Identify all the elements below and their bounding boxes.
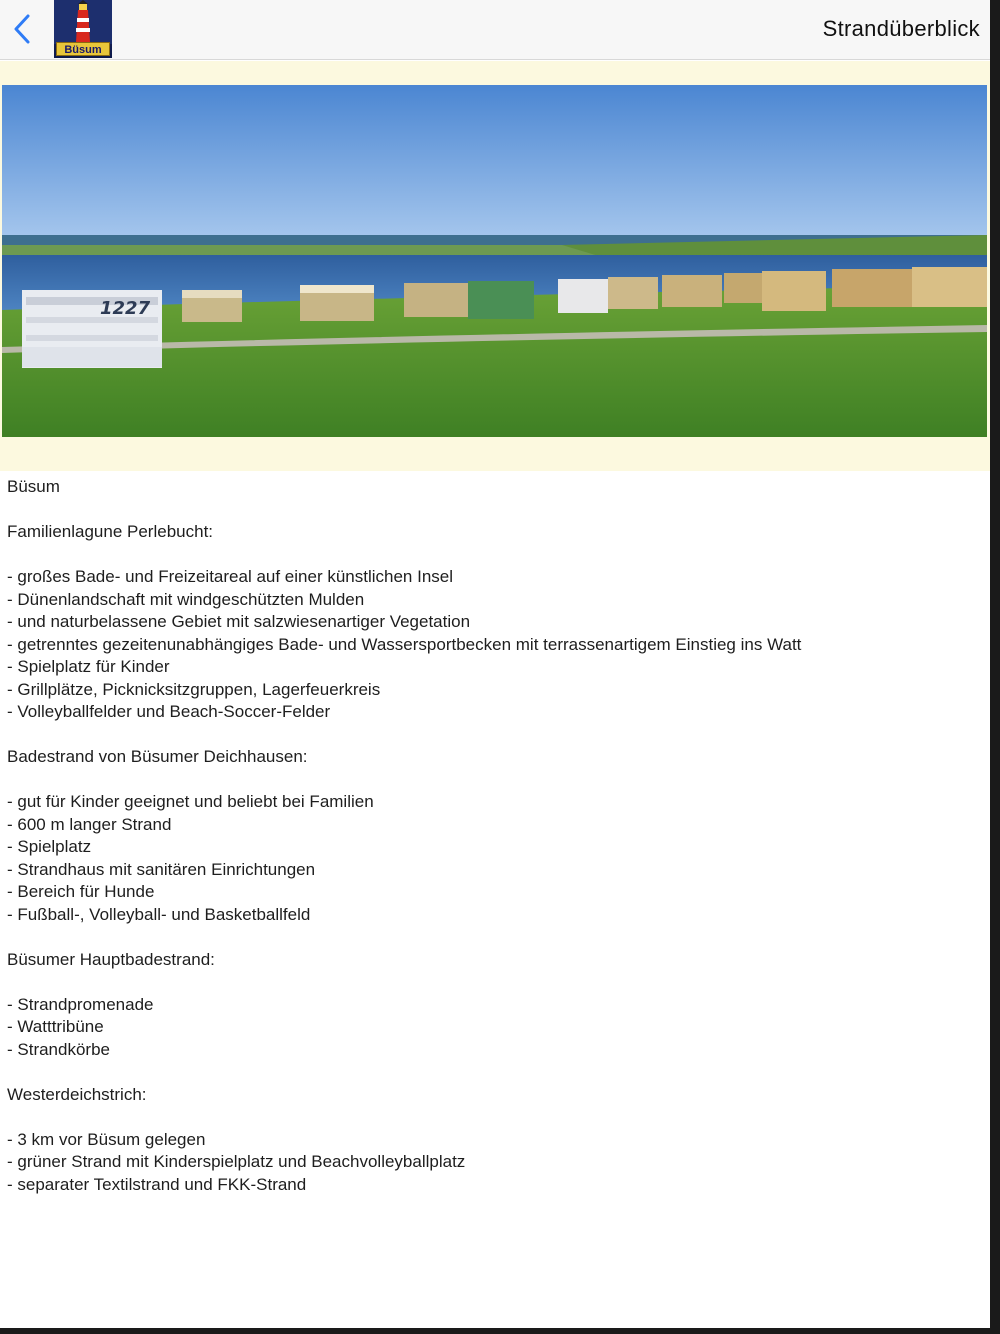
app-logo[interactable] xyxy=(54,0,112,58)
list-item: - großes Bade- und Freizeitareal auf einer künstlichen Insel xyxy=(7,567,454,586)
list-item: - Spielplatz für Kinder xyxy=(7,657,170,676)
list-item: - Dünenlandschaft mit windgeschützten Mulden xyxy=(7,589,365,609)
list-item: - Grillplätze, Picknicksitzgruppen, Lagerfeuerkreis xyxy=(7,679,381,699)
list-item: - Strandhaus mit sanitären Einrichtungen xyxy=(7,859,316,879)
beach-photo xyxy=(2,85,987,437)
list-item: - 600 m langer Strand xyxy=(7,814,172,834)
section-heading: Familienlagune Perlebucht: xyxy=(7,522,214,541)
section-heading: Büsumer Hauptbadestrand: xyxy=(7,949,215,969)
list-item: - Strandpromenade xyxy=(7,994,154,1014)
beach-description xyxy=(7,476,982,1196)
navigation-bar xyxy=(0,0,990,60)
list-item: - Volleyballfelder und Beach-Soccer-Felder xyxy=(7,702,331,721)
list-item: - Strandkörbe xyxy=(7,1039,110,1059)
list-item: - Fußball-, Volleyball- und Basketballfeld xyxy=(7,904,311,924)
list-item: - und naturbelassene Gebiet mit salzwiesenartiger Vegetation xyxy=(7,612,471,631)
lighthouse-icon xyxy=(54,0,112,44)
app-logo-label: Büsum xyxy=(56,42,110,56)
town-name: Büsum xyxy=(7,477,60,496)
list-item: - Spielplatz xyxy=(7,837,92,856)
section-heading: Westerdeichstrich: xyxy=(7,1084,147,1104)
beach-scene-illustration xyxy=(2,85,987,437)
list-item: - separater Textilstrand und FKK-Strand xyxy=(7,1174,307,1194)
page-title: Strandüberblick xyxy=(822,16,980,41)
section-heading: Badestrand von Büsumer Deichhausen: xyxy=(7,747,308,766)
back-button[interactable] xyxy=(8,10,42,50)
list-item: - 3 km vor Büsum gelegen xyxy=(7,1129,206,1149)
list-item: - getrenntes gezeitenunabhängiges Bade- und Wassersportbecken mit terrassenartigem Einstieg ins Watt xyxy=(7,634,802,654)
list-item-with-caret[interactable]: - grüner Strand mit Kinderspielplatz und Beachvolleyballplatz xyxy=(7,1152,466,1171)
beach-chair-number: 1227 xyxy=(100,298,151,319)
list-item: - Watttribüne xyxy=(7,1017,104,1036)
list-item: - Bereich für Hunde xyxy=(7,882,155,901)
list-item: - gut für Kinder geeignet und beliebt bei Familien xyxy=(7,792,374,811)
header-image-area xyxy=(0,61,990,471)
chevron-left-icon xyxy=(8,10,42,50)
